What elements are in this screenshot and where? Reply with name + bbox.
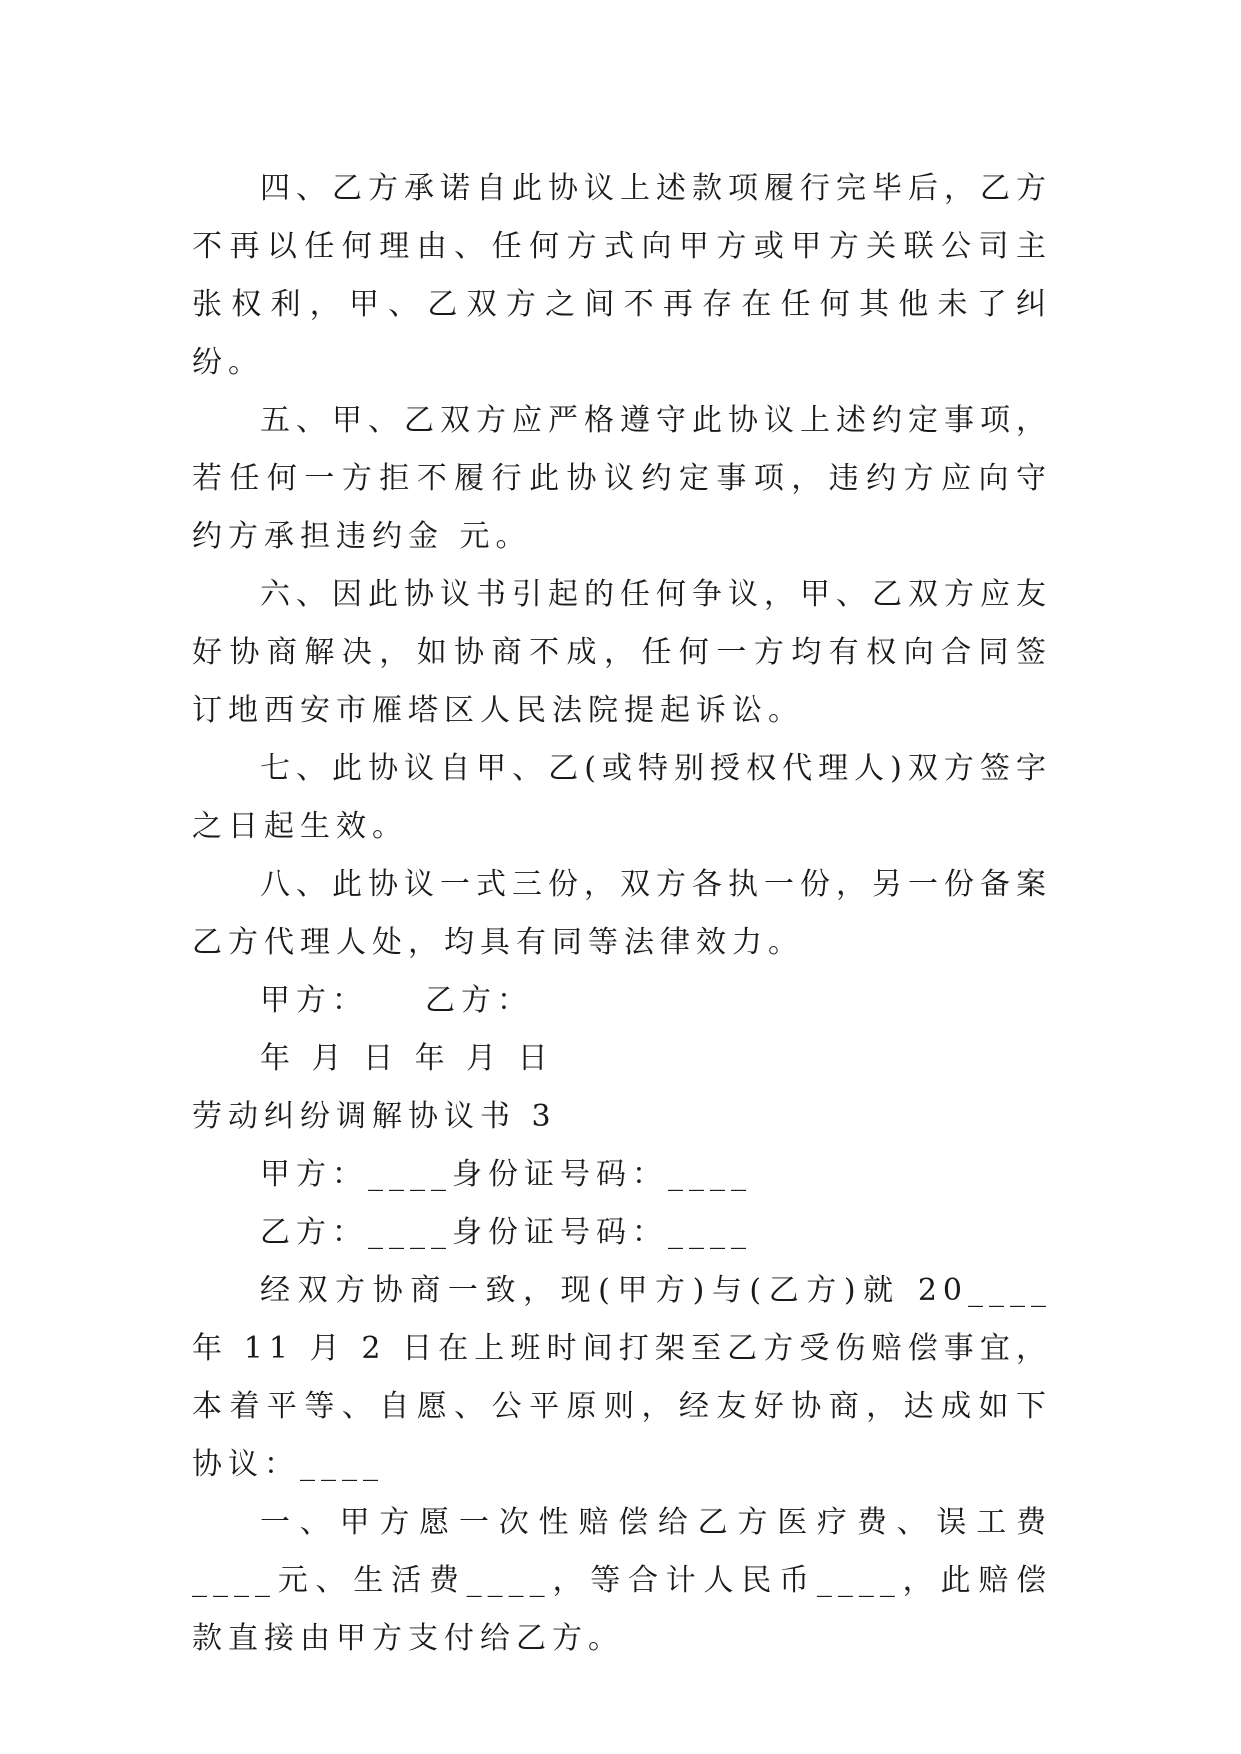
signature-line: 甲方： 乙方：: [260, 983, 533, 1018]
party-a-line: 甲方：____身份证号码：____: [260, 1157, 752, 1192]
clause-eight: 八、此协议一式三份，双方各执一份，另一份备案乙方代理人处，均具有同等法律效力。: [192, 867, 1052, 960]
clause-six: 六、因此协议书引起的任何争议，甲、乙双方应友好协商解决，如协商不成，任何一方均有权向合同签订地西安市雁塔区人民法院提起诉讼。: [192, 577, 1052, 728]
clause-seven: 七、此协议自甲、乙(或特别授权代理人)双方签字之日起生效。: [192, 751, 1052, 844]
clause-five: 五、甲、乙双方应严格遵守此协议上述约定事项，若任何一方拒不履行此协议约定事项，违约方应向守约方承担违约金 元。: [192, 403, 1052, 554]
clause-one: 一、甲方愿一次性赔偿给乙方医疗费、误工费____元、生活费____，等合计人民币____，此赔偿款直接由甲方支付给乙方。: [192, 1505, 1052, 1656]
date-line: 年 月 日 年 月 日: [260, 1041, 554, 1076]
party-b-line: 乙方：____身份证号码：____: [260, 1215, 752, 1250]
document-title: 劳动纠纷调解协议书 3: [192, 1099, 557, 1134]
clause-four: 四、乙方承诺自此协议上述款项履行完毕后，乙方不再以任何理由、任何方式向甲方或甲方关联公司主张权利，甲、乙双方之间不再存在任何其他未了纠纷。: [192, 171, 1052, 380]
document-body: [192, 160, 1052, 1668]
intro-paragraph: 经双方协商一致，现(甲方)与(乙方)就 20____年 11 月 2 日在上班时间打架至乙方受伤赔偿事宜，本着平等、自愿、公平原则，经友好协商，达成如下协议：____: [192, 1273, 1052, 1482]
